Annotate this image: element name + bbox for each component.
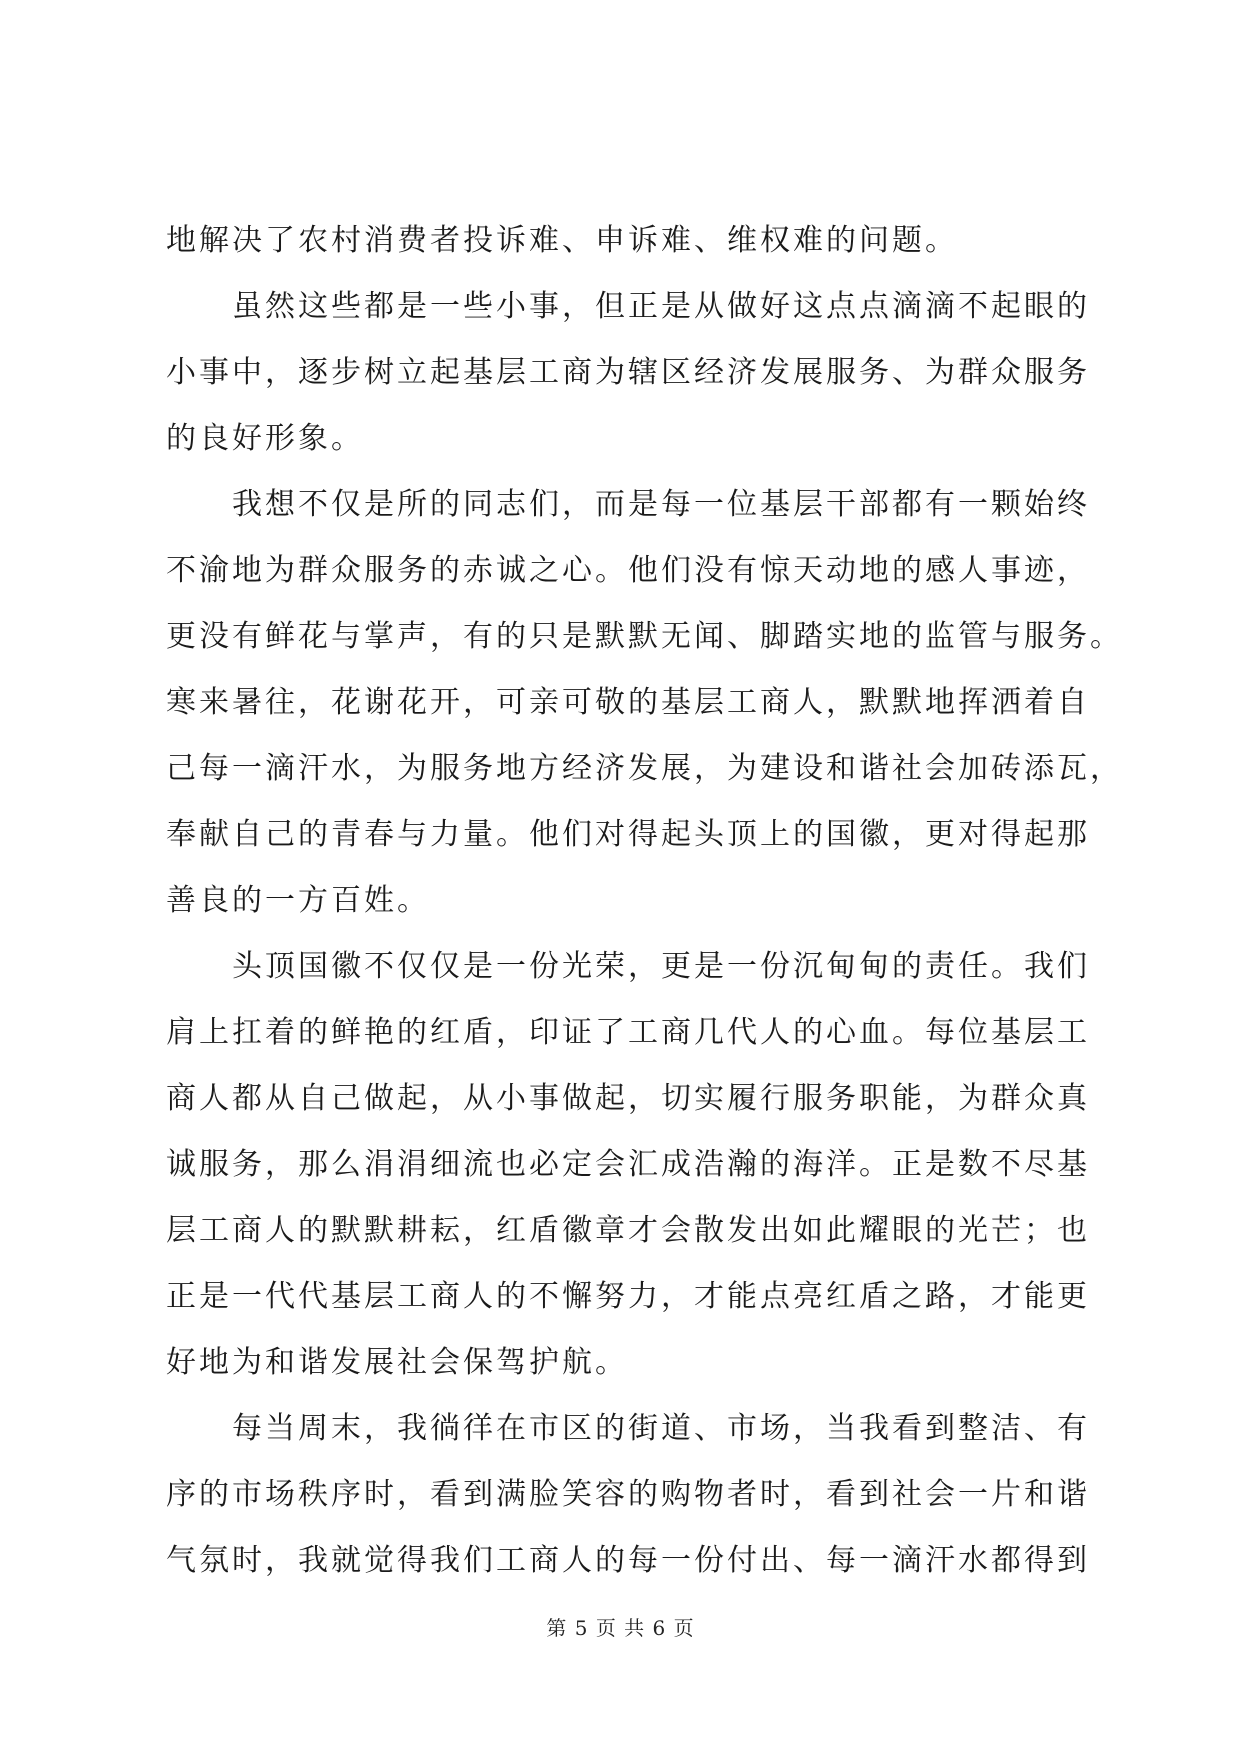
text-line: 诚服务，那么涓涓细流也必定会汇成浩瀚的海洋。正是数不尽基 [166,1147,1090,1182]
text-line: 正是一代代基层工商人的不懈努力，才能点亮红盾之路，才能更 [166,1279,1090,1314]
text-line: 层工商人的默默耕耘，红盾徽章才会散发出如此耀眼的光芒；也 [166,1213,1090,1248]
paragraph [166,472,1123,934]
text-line: 的良好形象。 [166,421,364,456]
text-line: 序的市场秩序时，看到满脸笑容的购物者时，看到社会一片和谐 [166,1477,1090,1512]
text-line: 奉献自己的青春与力量。他们对得起头顶上的国徽，更对得起那 [166,817,1090,852]
paragraph [166,934,1090,1396]
text-line: 不渝地为群众服务的赤诚之心。他们没有惊天动地的感人事迹， [166,553,1090,588]
text-line: 更没有鲜花与掌声，有的只是默默无闻、脚踏实地的监管与服务。 [166,619,1123,654]
paragraph [166,1396,1090,1594]
text-line: 商人都从自己做起，从小事做起，切实履行服务职能，为群众真 [166,1081,1090,1116]
text-line: 小事中，逐步树立起基层工商为辖区经济发展服务、为群众服务 [166,355,1090,390]
text-line: 我想不仅是所的同志们，而是每一位基层干部都有一颗始终 [232,487,1090,522]
text-line: 虽然这些都是一些小事，但正是从做好这点点滴滴不起眼的 [232,289,1090,324]
text-line: 气氛时，我就觉得我们工商人的每一份付出、每一滴汗水都得到 [166,1543,1090,1578]
text-line: 寒来暑往，花谢花开，可亲可敬的基层工商人，默默地挥洒着自 [166,685,1090,720]
text-line: 头顶国徽不仅仅是一份光荣，更是一份沉甸甸的责任。我们 [232,949,1090,984]
text-line: 每当周末，我徜徉在市区的街道、市场，当我看到整洁、有 [232,1411,1090,1446]
paragraph [166,208,1086,274]
text-line: 好地为和谐发展社会保驾护航。 [166,1345,628,1380]
document-body [166,208,1123,1594]
text-line: 善良的一方百姓。 [166,883,430,918]
page-number-footer: 第 5 页 共 6 页 [546,1616,695,1640]
text-line: 肩上扛着的鲜艳的红盾，印证了工商几代人的心血。每位基层工 [166,1015,1090,1050]
text-line: 己每一滴汗水，为服务地方经济发展，为建设和谐社会加砖添瓦， [166,751,1123,786]
text-line: 地解决了农村消费者投诉难、申诉难、维权难的问题。 [166,223,958,258]
paragraph [166,274,1090,472]
